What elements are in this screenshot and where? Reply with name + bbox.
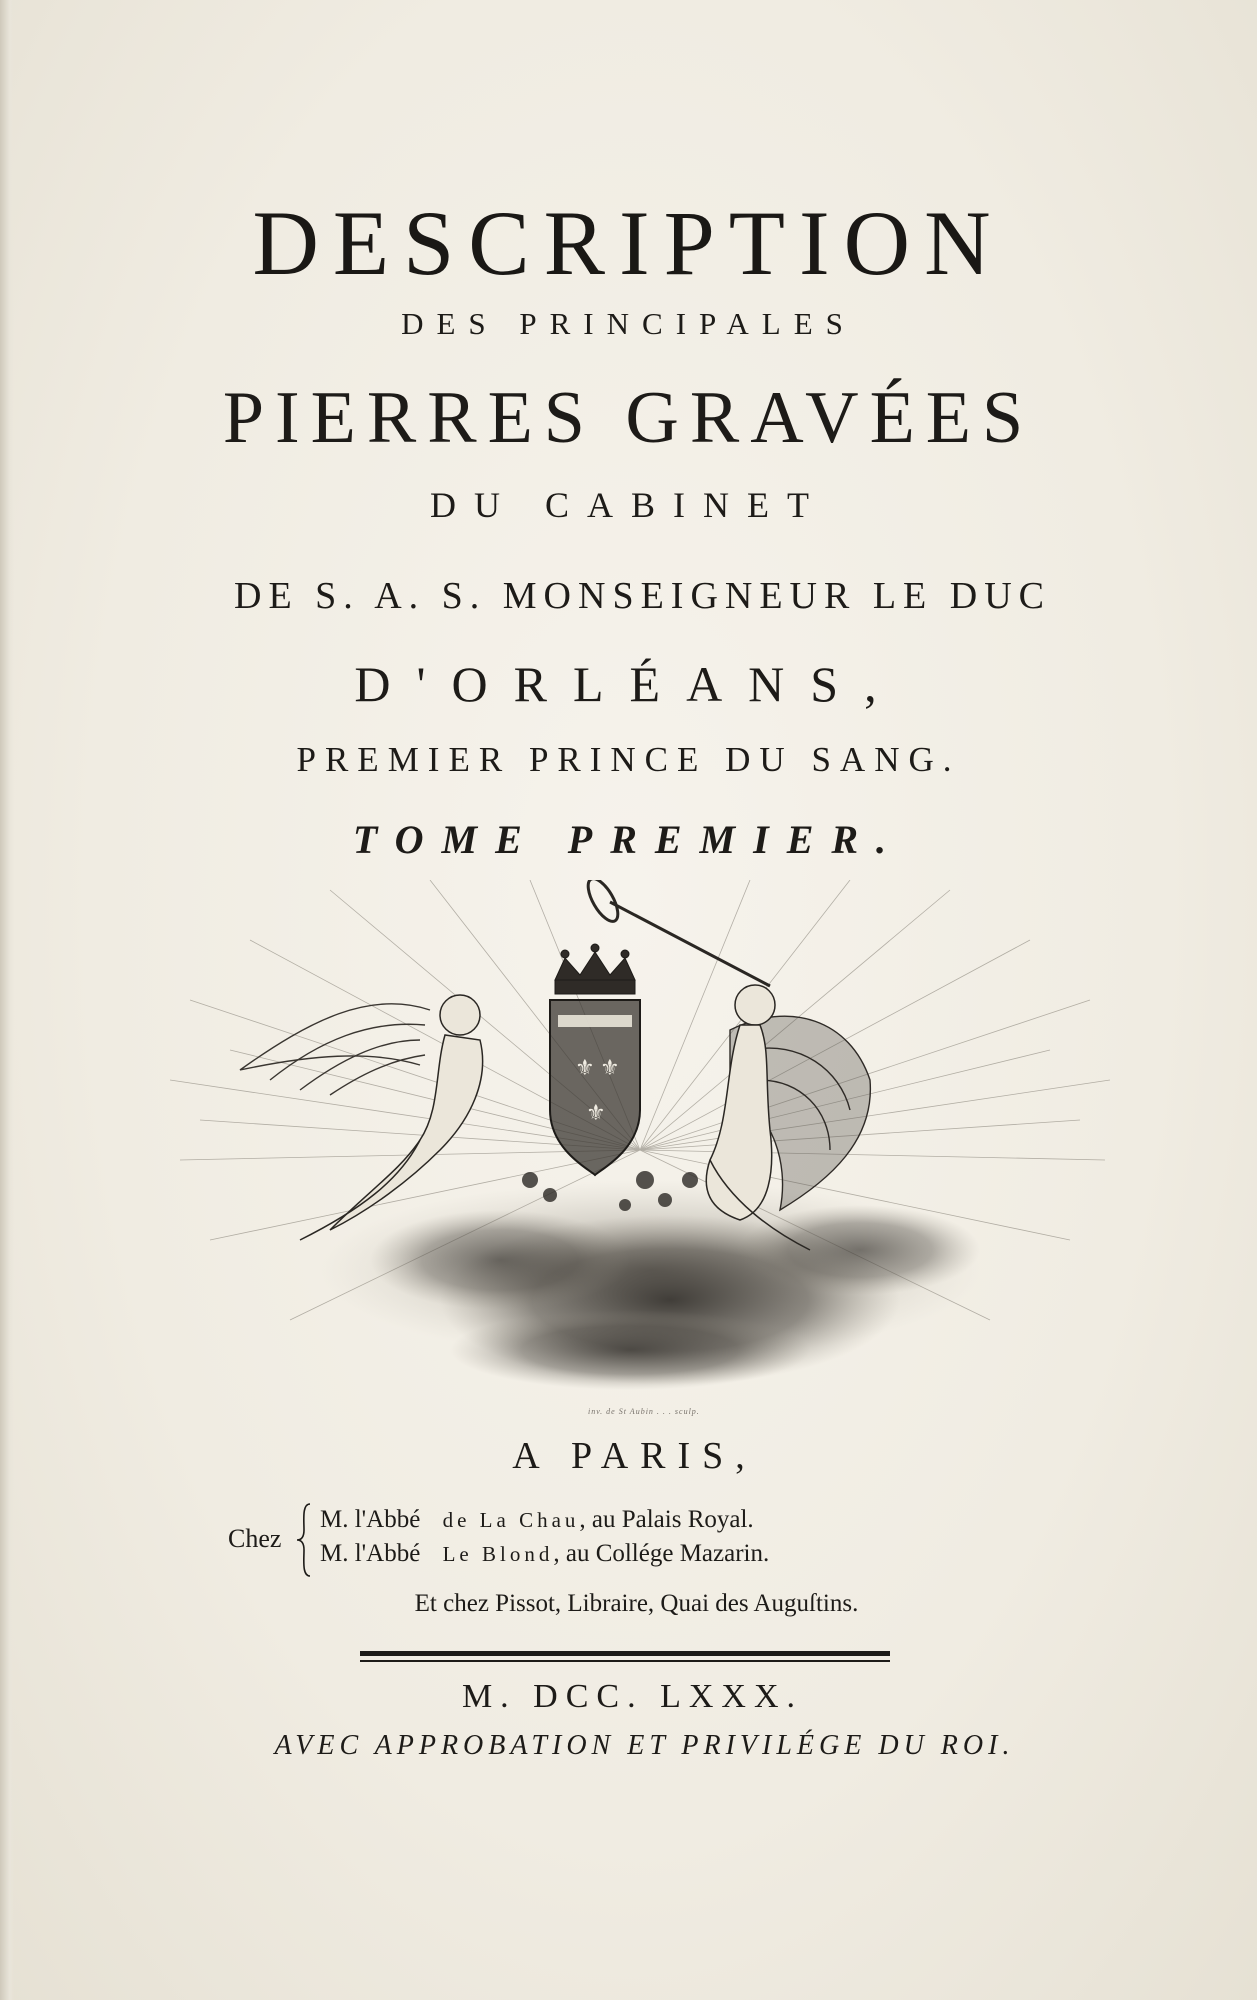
svg-text:⚜: ⚜: [575, 1056, 595, 1081]
volume-label: TOME PREMIER.: [352, 817, 905, 862]
publication-date: M. DCC. LXXX.: [461, 1678, 804, 1715]
coat-of-arms-shield: [550, 1000, 640, 1175]
svg-text:⚜: ⚜: [600, 1056, 620, 1081]
crown: [555, 944, 635, 994]
place-of-publication: A PARIS,: [512, 1435, 757, 1477]
publisher-2-surname: Le Blond: [442, 1542, 554, 1566]
engraved-vignette: [170, 880, 1110, 1420]
publishers-block: [228, 1500, 1028, 1590]
book-title-line-2: PIERRES GRAVÉES: [222, 377, 1035, 459]
publisher-row-2: [320, 1540, 769, 1568]
subtitle-line-2: DU CABINET: [430, 485, 827, 525]
trumpet: [582, 880, 770, 986]
svg-text:⚜: ⚜: [586, 1101, 606, 1126]
publisher-1-surname: de La Chau: [442, 1508, 580, 1532]
bookseller-line: Et chez Pissot, Libraire, Quai des Auguſtins.: [414, 1590, 859, 1617]
book-title: DESCRIPTION: [252, 192, 1005, 294]
left-wing: [240, 1004, 430, 1095]
publisher-row-1: [320, 1506, 754, 1534]
subtitle-line-5: PREMIER PRINCE DU SANG.: [296, 740, 961, 779]
subtitle-line-4: D'ORLÉANS,: [354, 656, 903, 712]
publisher-1-title: M. l'Abbé: [320, 1506, 421, 1533]
engraver-credit: inv. de St Aubin . . . sculp.: [588, 1407, 700, 1416]
subtitle-line-1: DES PRINCIPALES: [401, 306, 856, 341]
curly-brace-icon: [294, 1500, 314, 1580]
double-rule-thin: [360, 1660, 890, 1662]
publisher-2-title: M. l'Abbé: [320, 1540, 421, 1567]
publisher-1-location: , au Palais Royal.: [579, 1506, 754, 1533]
subtitle-line-3: DE S. A. S. MONSEIGNEUR LE DUC: [234, 575, 1051, 617]
chez-label: Chez: [228, 1524, 282, 1553]
approbation-line: AVEC APPROBATION ET PRIVILÉGE DU ROI.: [274, 1730, 1015, 1761]
double-rule-thick: [360, 1651, 890, 1656]
publisher-2-location: , au Collége Mazarin.: [553, 1540, 770, 1567]
